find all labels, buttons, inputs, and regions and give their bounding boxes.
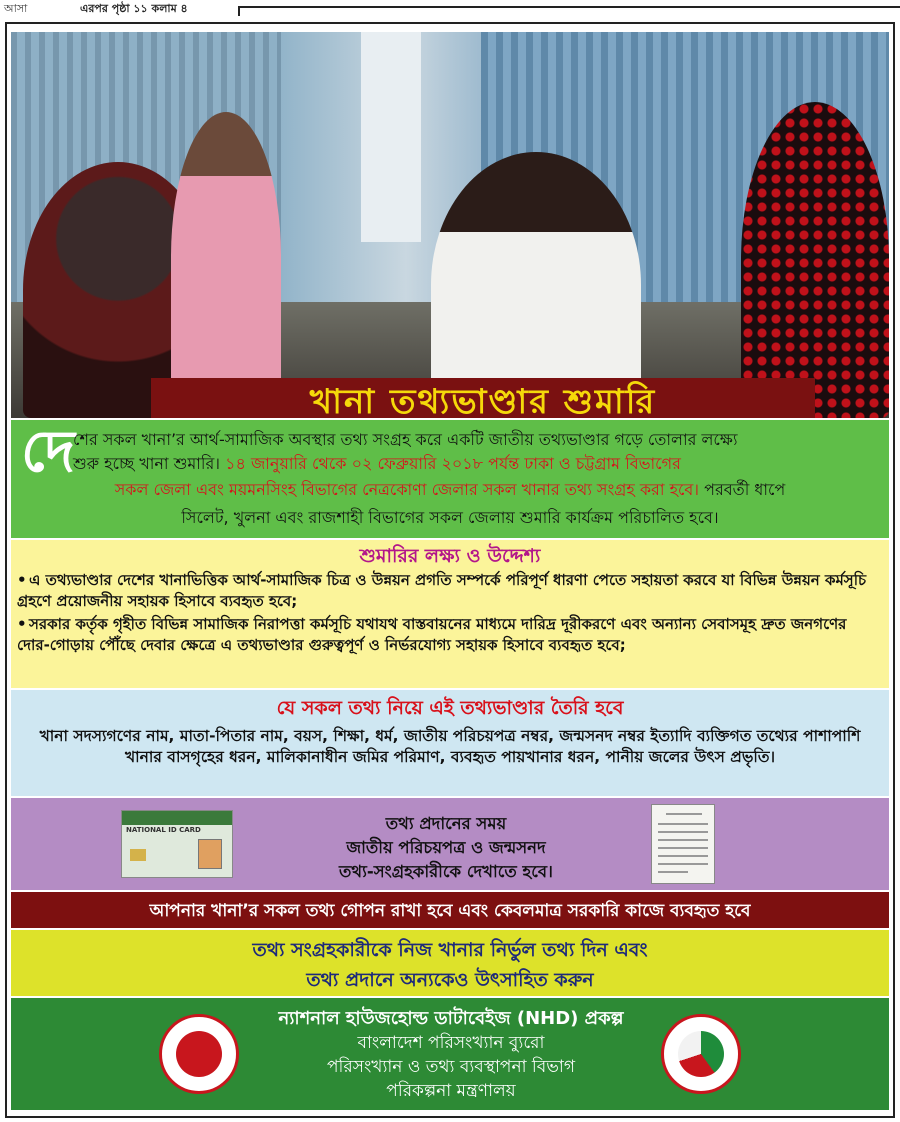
ministry-name: পরিকল্পনা মন্ত্রণালয়: [386, 1081, 516, 1101]
division-name: পরিসংখ্যান ও তথ্য ব্যবস্থাপনা বিভাগ: [326, 1057, 575, 1077]
project-name: ন্যাশনাল হাউজহোল্ড ডাটাবেইজ (NHD) প্রকল্প: [278, 1008, 624, 1029]
top-strip: [0, 0, 900, 20]
objective-item: [17, 570, 883, 612]
info-heading: যে সকল তথ্য নিয়ে এই তথ্যভাণ্ডার তৈরি হবে: [276, 697, 624, 719]
photo-girl: [741, 102, 889, 418]
objective-text: এ তথ্যভাণ্ডার দেশের খানাভিত্তিক আর্থ-সামাজিক চিত্র ও উন্নয়ন প্রগতি সম্পর্কে পরিপূর্ণ ধারণা পেতে সহায়তা করবে যা বিভিন্ন উন্নয়ন কর্মসূচি গ্রহণে প্রয়োজনীয় সহায়ক হিসাবে ব্যবহৃত হবে;: [17, 571, 867, 610]
intro-line-3: [21, 478, 879, 501]
intro-dropcap: দে: [21, 417, 76, 485]
footer: [11, 998, 889, 1110]
intro-line-2: [73, 452, 879, 475]
call-line-1: তথ্য সংগ্রহকারীকে নিজ খানার নির্ভুল তথ্য দিন এবং: [252, 939, 648, 961]
bullet-icon: •: [17, 571, 27, 589]
census-title: খানা তথ্যভাণ্ডার শুমারি: [309, 382, 657, 418]
bureau-name: বাংলাদেশ পরিসংখ্যান ব্যুরো: [357, 1033, 545, 1053]
docs-line-2: জাতীয় পরিচয়পত্র ও জন্মসনদ: [346, 838, 546, 857]
intro-line-2b: ১৪ জানুয়ারি থেকে ০২ ফেব্রুয়ারি ২০১৮ পর্যন্ত ঢাকা ও চট্টগ্রাম বিভাগের: [225, 454, 681, 473]
objectives-section: [11, 540, 889, 688]
bbs-logo-icon: [661, 1014, 741, 1094]
id-card-photo: [198, 839, 222, 869]
confidentiality-strip: [11, 892, 889, 928]
confidentiality-text: আপনার খানা’র সকল তথ্য গোপন রাখা হবে এবং কেবলমাত্র সরকারি কাজে ব্যবহৃত হবে: [149, 901, 751, 921]
info-section: [11, 690, 889, 796]
objective-text: সরকার কর্তৃক গৃহীত বিভিন্ন সামাজিক নিরাপত্তা কর্মসূচি যথাযথ বাস্তবায়নের মাধ্যমে দারিদ্র দূরীকরণে এবং অন্যান্য সেবাসমূহ দ্রুত জনগণের দোর-গোড়ায় পৌঁছে দেবার ক্ষেত্রে এ তথ্যভাণ্ডার গুরুত্বপূর্ণ ও নির্ভরযোগ্য সহায়ক হিসাবে ব্যবহৃত হবে;: [17, 615, 847, 654]
intro-line-3b: পরবর্তী ধাপে: [699, 480, 786, 499]
info-body: খানা সদস্যগণের নাম, মাতা-পিতার নাম, বয়স, শিক্ষা, ধর্ম, জাতীয় পরিচয়পত্র নম্বর, জন্মসনদ নম্বর ইত্যাদি ব্যক্তিগত তথ্যের পাশাপাশি খানার বাসগৃহের ধরন, মালিকানাধীন জমির পরিমাণ, ব্যবহৃত পায়খানার ধরন, পানীয় জলের উৎস প্রভৃতি।: [39, 727, 861, 766]
docs-line-1: তথ্য প্রদানের সময়: [385, 814, 507, 833]
cert-line: [658, 871, 688, 873]
bullet-icon: •: [17, 615, 27, 633]
government-seal-icon: [159, 1014, 239, 1094]
photo-boy: [171, 112, 281, 402]
id-card-band: [122, 811, 232, 825]
intro-line-1: শের সকল খানা’র আর্থ-সামাজিক অবস্থার তথ্য সংগ্রহ করে একটি জাতীয় তথ্যভাণ্ডার গড়ে তোলার লক্ষ্যে: [73, 430, 738, 449]
birth-certificate-image: [651, 804, 715, 884]
cert-line: [658, 839, 708, 841]
objective-item: [17, 614, 883, 656]
photo-window: [361, 32, 421, 242]
id-card-label: NATIONAL ID CARD: [126, 826, 201, 834]
national-id-card-image: [121, 810, 233, 878]
cert-line: [658, 831, 708, 833]
top-rule: [238, 6, 900, 16]
objectives-heading: শুমারির লক্ষ্য ও উদ্দেশ্য: [359, 545, 541, 567]
docs-line-3: তথ্য-সংগ্রহকারীকে দেখাতে হবে।: [339, 862, 553, 881]
call-to-action: [11, 930, 889, 996]
cert-line: [658, 863, 708, 865]
hero-photo: [11, 32, 889, 418]
cert-line: [658, 847, 708, 849]
intro-line-3a: সকল জেলা এবং ময়মনসিংহ বিভাগের নেত্রকোণা জেলার সকল খানার তথ্য সংগ্রহ করা হবে।: [114, 480, 700, 499]
intro-line-4: সিলেট, খুলনা এবং রাজশাহী বিভাগের সকল জেলায় শুমারি কার্যক্রম পরিচালিত হবে।: [181, 508, 719, 527]
cert-line: [658, 855, 708, 857]
continued-note: এরপর পৃষ্ঠা ১১ কলাম ৪: [80, 2, 188, 15]
intro-line-2a: শুরু হচ্ছে খানা শুমারি।: [73, 454, 226, 473]
intro-section: [11, 417, 889, 538]
documents-section: [11, 798, 889, 890]
call-line-2: তথ্য প্রদানে অন্যকেও উৎসাহিত করুন: [306, 969, 594, 991]
cert-line: [658, 823, 708, 825]
top-left-text: আসা: [4, 2, 28, 15]
title-banner: [151, 378, 815, 418]
id-card-chip: [130, 849, 146, 861]
cert-line: [666, 813, 702, 815]
